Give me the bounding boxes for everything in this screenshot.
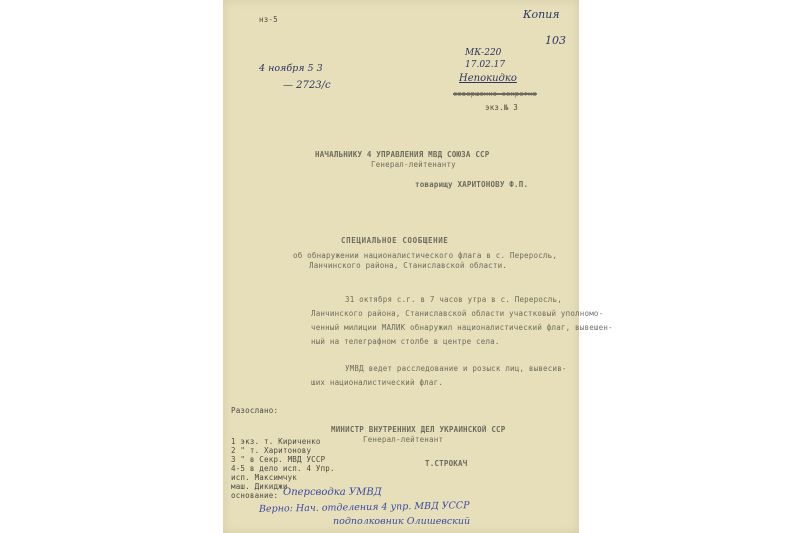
body-line: ченный милиции МАЛИК обнаружил националистический флаг, вывешен- — [311, 323, 613, 332]
archive-date: 17.02.17 — [465, 60, 506, 70]
distribution-line: 3 " в Секр. МВД УССР — [231, 455, 326, 464]
heading-subtitle-1: об обнаружении националистического флага в с. Переросль, — [293, 251, 558, 260]
archive-signature: Непокидко — [459, 73, 517, 84]
distribution-title: Разослано: — [231, 406, 279, 415]
addressee-title: НАЧАЛЬНИКУ 4 УПРАВЛЕНИЯ МВД СОЮЗА ССР — [315, 150, 490, 159]
body-line: Ланчинского района, Станиславской области участковый уполномо- — [311, 309, 604, 318]
signature-title: МИНИСТР ВНУТРЕННИХ ДЕЛ УКРАИНСКОЙ ССР — [331, 425, 506, 434]
document-heading: СПЕЦИАЛЬНОЕ СООБЩЕНИЕ — [341, 236, 449, 245]
copy-handwritten-note: Копия — [523, 8, 560, 21]
basis-handwritten: Оперсводка УМВД — [283, 487, 382, 498]
archive-mark: МК-220 — [465, 48, 502, 58]
body-line: ный на телеграфном столбе в центре села. — [311, 337, 500, 346]
addressee-name: товарищу ХАРИТОНОВУ Ф.П. — [415, 180, 529, 189]
struck-classification: совершенно секретно — [453, 90, 537, 98]
signature-name: Т.СТРОКАЧ — [425, 459, 468, 468]
letter-number: — 2723/с — [283, 80, 331, 91]
distribution-line: 4-5 в дело исп. 4 Упр. — [231, 464, 335, 473]
distribution-line: исп. Максимчук — [231, 473, 298, 482]
distribution-line: маш. Дикиджи — [231, 482, 288, 491]
addressee-rank: Генерал-лейтенанту — [371, 160, 456, 169]
footer-note-line2: подполковник Олишевский — [333, 516, 471, 527]
footer-note-line1: Верно: Нач. отделения 4 упр. МВД УССР — [258, 500, 470, 515]
form-code: нз-5 — [259, 15, 278, 24]
distribution-line: 2 " т. Харитонову — [231, 446, 312, 455]
distribution-line: основание: — [231, 491, 279, 500]
signature-rank: Генерал-лейтенант — [363, 435, 444, 444]
copy-number: экз.№ 3 — [485, 103, 519, 112]
document-page — [223, 0, 613, 533]
body-line: УМВД ведет расследование и розыск лиц, вывесив- — [345, 364, 567, 373]
body-line: ших националистический флаг. — [311, 378, 444, 387]
body-line: 31 октября с.г. в 7 часов утра в с. Переросль, — [345, 295, 562, 304]
letter-date: 4 ноября 5 3 — [259, 63, 323, 74]
page-number: 103 — [545, 34, 566, 47]
heading-subtitle-2: Ланчинского района, Станиславской области. — [309, 261, 508, 270]
distribution-line: 1 экз. т. Кириченко — [231, 437, 321, 446]
